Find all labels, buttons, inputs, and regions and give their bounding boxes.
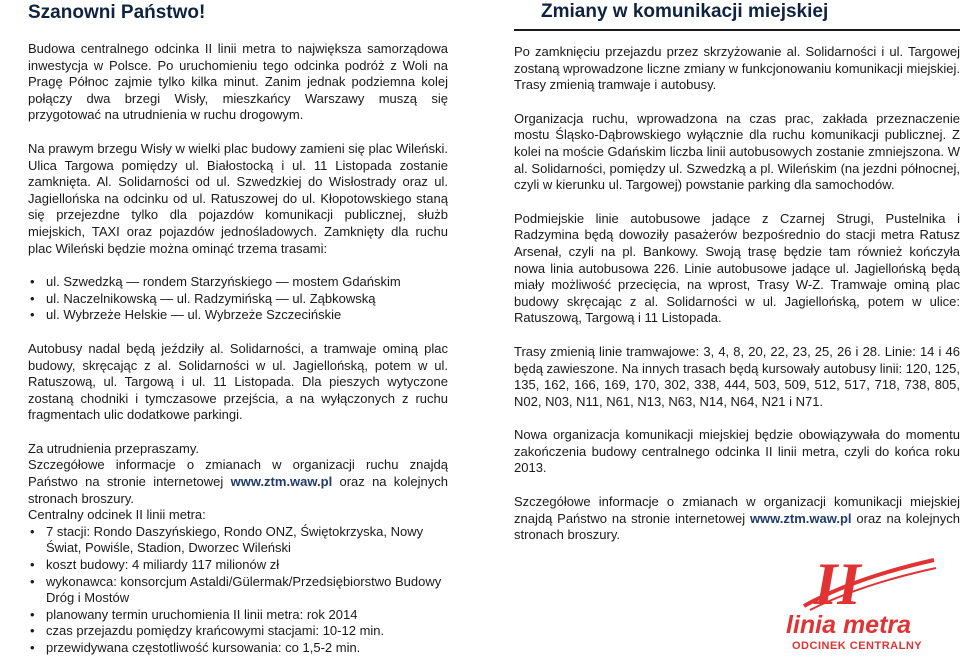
transit-paragraph: Autobusy nadal będą jeździły al. Solidarności, a tramwaje ominą plac budowy, skręcając z al. Solidarności w ul. Jagiellońską, potem w ul. Ratuszową, ul. Targową i ul. 11 Listopada. Dla pieszych wytyczone zostaną chodniki i tymczasowe przejścia, a na wyłączonych z ruchu fragmentach ulic dodatkowe parkingi.	[28, 340, 448, 423]
left-column	[28, 0, 448, 657]
duration-paragraph: Nowa organizacja komunikacji miejskiej będzie obowiązywała do momentu zakończenia budowy centralnego odcinka II linii metra, czyli do końca roku 2013.	[514, 427, 960, 476]
list-item: • przewidywana częstotliwość kursowania: co 1,5-2 min.	[28, 640, 448, 657]
facts-title: Centralny odcinek II linii metra:	[28, 507, 206, 523]
list-item: • wykonawca: konsorcjum Astaldi/Gülermak/Przedsiębiorstwo Budowy Dróg i Mostów	[28, 574, 448, 607]
ztm-link[interactable]: www.ztm.waw.pl	[749, 510, 852, 526]
list-item: • czas przejazdu pomiędzy krańcowymi stacjami: 10-12 min.	[28, 623, 448, 640]
list-item: • planowany termin uruchomienia II linii metra: rok 2014	[28, 607, 448, 624]
metra-facts-list	[28, 524, 448, 657]
section-heading: Zmiany w komunikacji miejskiej	[514, 0, 960, 31]
linia-metra-logo	[784, 548, 942, 653]
list-item: • ul. Szwedzką — rondem Starzyńskiego — mostem Gdańskim	[28, 274, 448, 291]
details-paragraph	[514, 494, 960, 544]
closure-paragraph: Na prawym brzegu Wisły w wielki plac budowy zamieni się plac Wileński. Ulica Targowa pomiędzy ul. Białostocką i ul. 11 Listopada zostanie zamknięta. Al. Solidarności od ul. Szwedzkiej do Wisłostrady oraz ul. Jagiellońska na odcinku od ul. Ratuszowej do ul. Kłopotowskiego staną się przejezdne tylko dla pojazdów komunikacji publicznej, służb miejskich, TAXI oraz pojazdów jednośladowych. Zamknięty dla ruchu plac Wileński będzie można ominąć trzema trasami:	[28, 140, 448, 256]
organization-paragraph: Organizacja ruchu, wprowadzona na czas prac, zakłada przeznaczenie mostu Śląsko-Dąbrowskiego wyłącznie dla ruchu komunikacji publicznej. Z kolei na moście Gdańskim liczba linii autobusowych zostanie zmniejszona. W al. Solidarności, pomiędzy ul. Szwedzką a pl. Wileńskim (na jezdni północnej, czyli w kierunku ul. Targowej) powstanie parking dla samochodów.	[514, 110, 960, 193]
intro-paragraph: Budowa centralnego odcinka II linii metra to największa samorządowa inwestycja w Polsce. Po uruchomieniu tego odcinka podróż z Woli na Pragę Północ zajmie tylko kilka minut. Zanim jednak podziemna kolej połączy dwa brzegi Wisły, mieszkańcy Warszawy muszą się przygotować na utrudnienia w ruchu drogowym.	[28, 41, 448, 123]
list-item: • ul. Wybrzeże Helskie — ul. Wybrzeże Szczecińskie	[28, 307, 448, 324]
tram-lines-paragraph: Trasy zmienią linie tramwajowe: 3, 4, 8, 20, 22, 23, 25, 26 i 28. Linie: 14 i 46 będą zawieszone. Na innych trasach będą kursowały autobusy linii: 120, 125, 135, 162, 166, 169, 170, 302, 338, 444, 503, 509, 512, 517, 718, 738, 805, N02, N03, N11, N61, N13, N63, N14, N64, N21 i N71.	[514, 343, 960, 409]
list-item: • ul. Naczelnikowską — ul. Radzymińską — ul. Ząbkowską	[28, 291, 448, 308]
ztm-link[interactable]: www.ztm.waw.pl	[230, 474, 333, 490]
info-text: Szczegółowe informacje o zmianach w organizacji ruchu znajdą Państwo na stronie internetowej	[28, 457, 448, 490]
intersection-paragraph: Po zamknięciu przejazdu przez skrzyżowanie al. Solidarności i ul. Targowej zostaną wprowadzone liczne zmiany w funkcjonowaniu komunikacji miejskiej. Trasy zmienią tramwaje i autobusy.	[514, 44, 960, 93]
greeting-heading: Szanowni Państwo!	[28, 2, 206, 23]
details-text: Szczegółowe informacje o zmianach w organizacji komunikacji miejskiej znajdą Państwo na stronie internetowej	[514, 494, 960, 526]
suburban-bus-paragraph: Podmiejskie linie autobusowe jadące z Czarnej Strugi, Pustelnika i Radzymina będą dowoziły pasażerów bezpośrednio do stacji metra Ratusz Arsenał, czyli na pl. Bankowy. Swoją trasę będzie tam również kończyła nowa linia autobusowa 226. Linie autobusowe jadące ul. Jagiellońską będą miały możliwość przecięcia, na wprost, Trasy W-Z. Tramwaje ominą plac budowy skręcając z al. Solidarności w ul. Jagiellońską, potem w ulice: Ratuszową, Targową i 11 Listopada.	[514, 210, 960, 326]
info-text-end: oraz na kolejnych stronach broszury.	[28, 474, 449, 506]
list-item: • 7 stacji: Rondo Daszyńskiego, Rondo ONZ, Świętokrzyska, Nowy Świat, Powiśle, Stadion, Dworzec Wileński	[28, 524, 448, 557]
details-text-end: oraz na kolejnych stronach broszury.	[514, 510, 960, 543]
logo-subtitle: ODCINEK CENTRALNY	[792, 640, 923, 652]
detour-routes-list	[28, 274, 448, 324]
info-paragraph	[28, 457, 448, 507]
logo-name: linia metra	[786, 611, 912, 639]
apology-text: Za utrudnienia przepraszamy.	[28, 440, 200, 456]
right-column	[514, 0, 960, 544]
logo-swoosh-icon	[784, 548, 942, 618]
list-item: • koszt budowy: 4 miliardy 117 milionów zł	[28, 557, 448, 574]
logo-numeral: II	[814, 551, 861, 617]
